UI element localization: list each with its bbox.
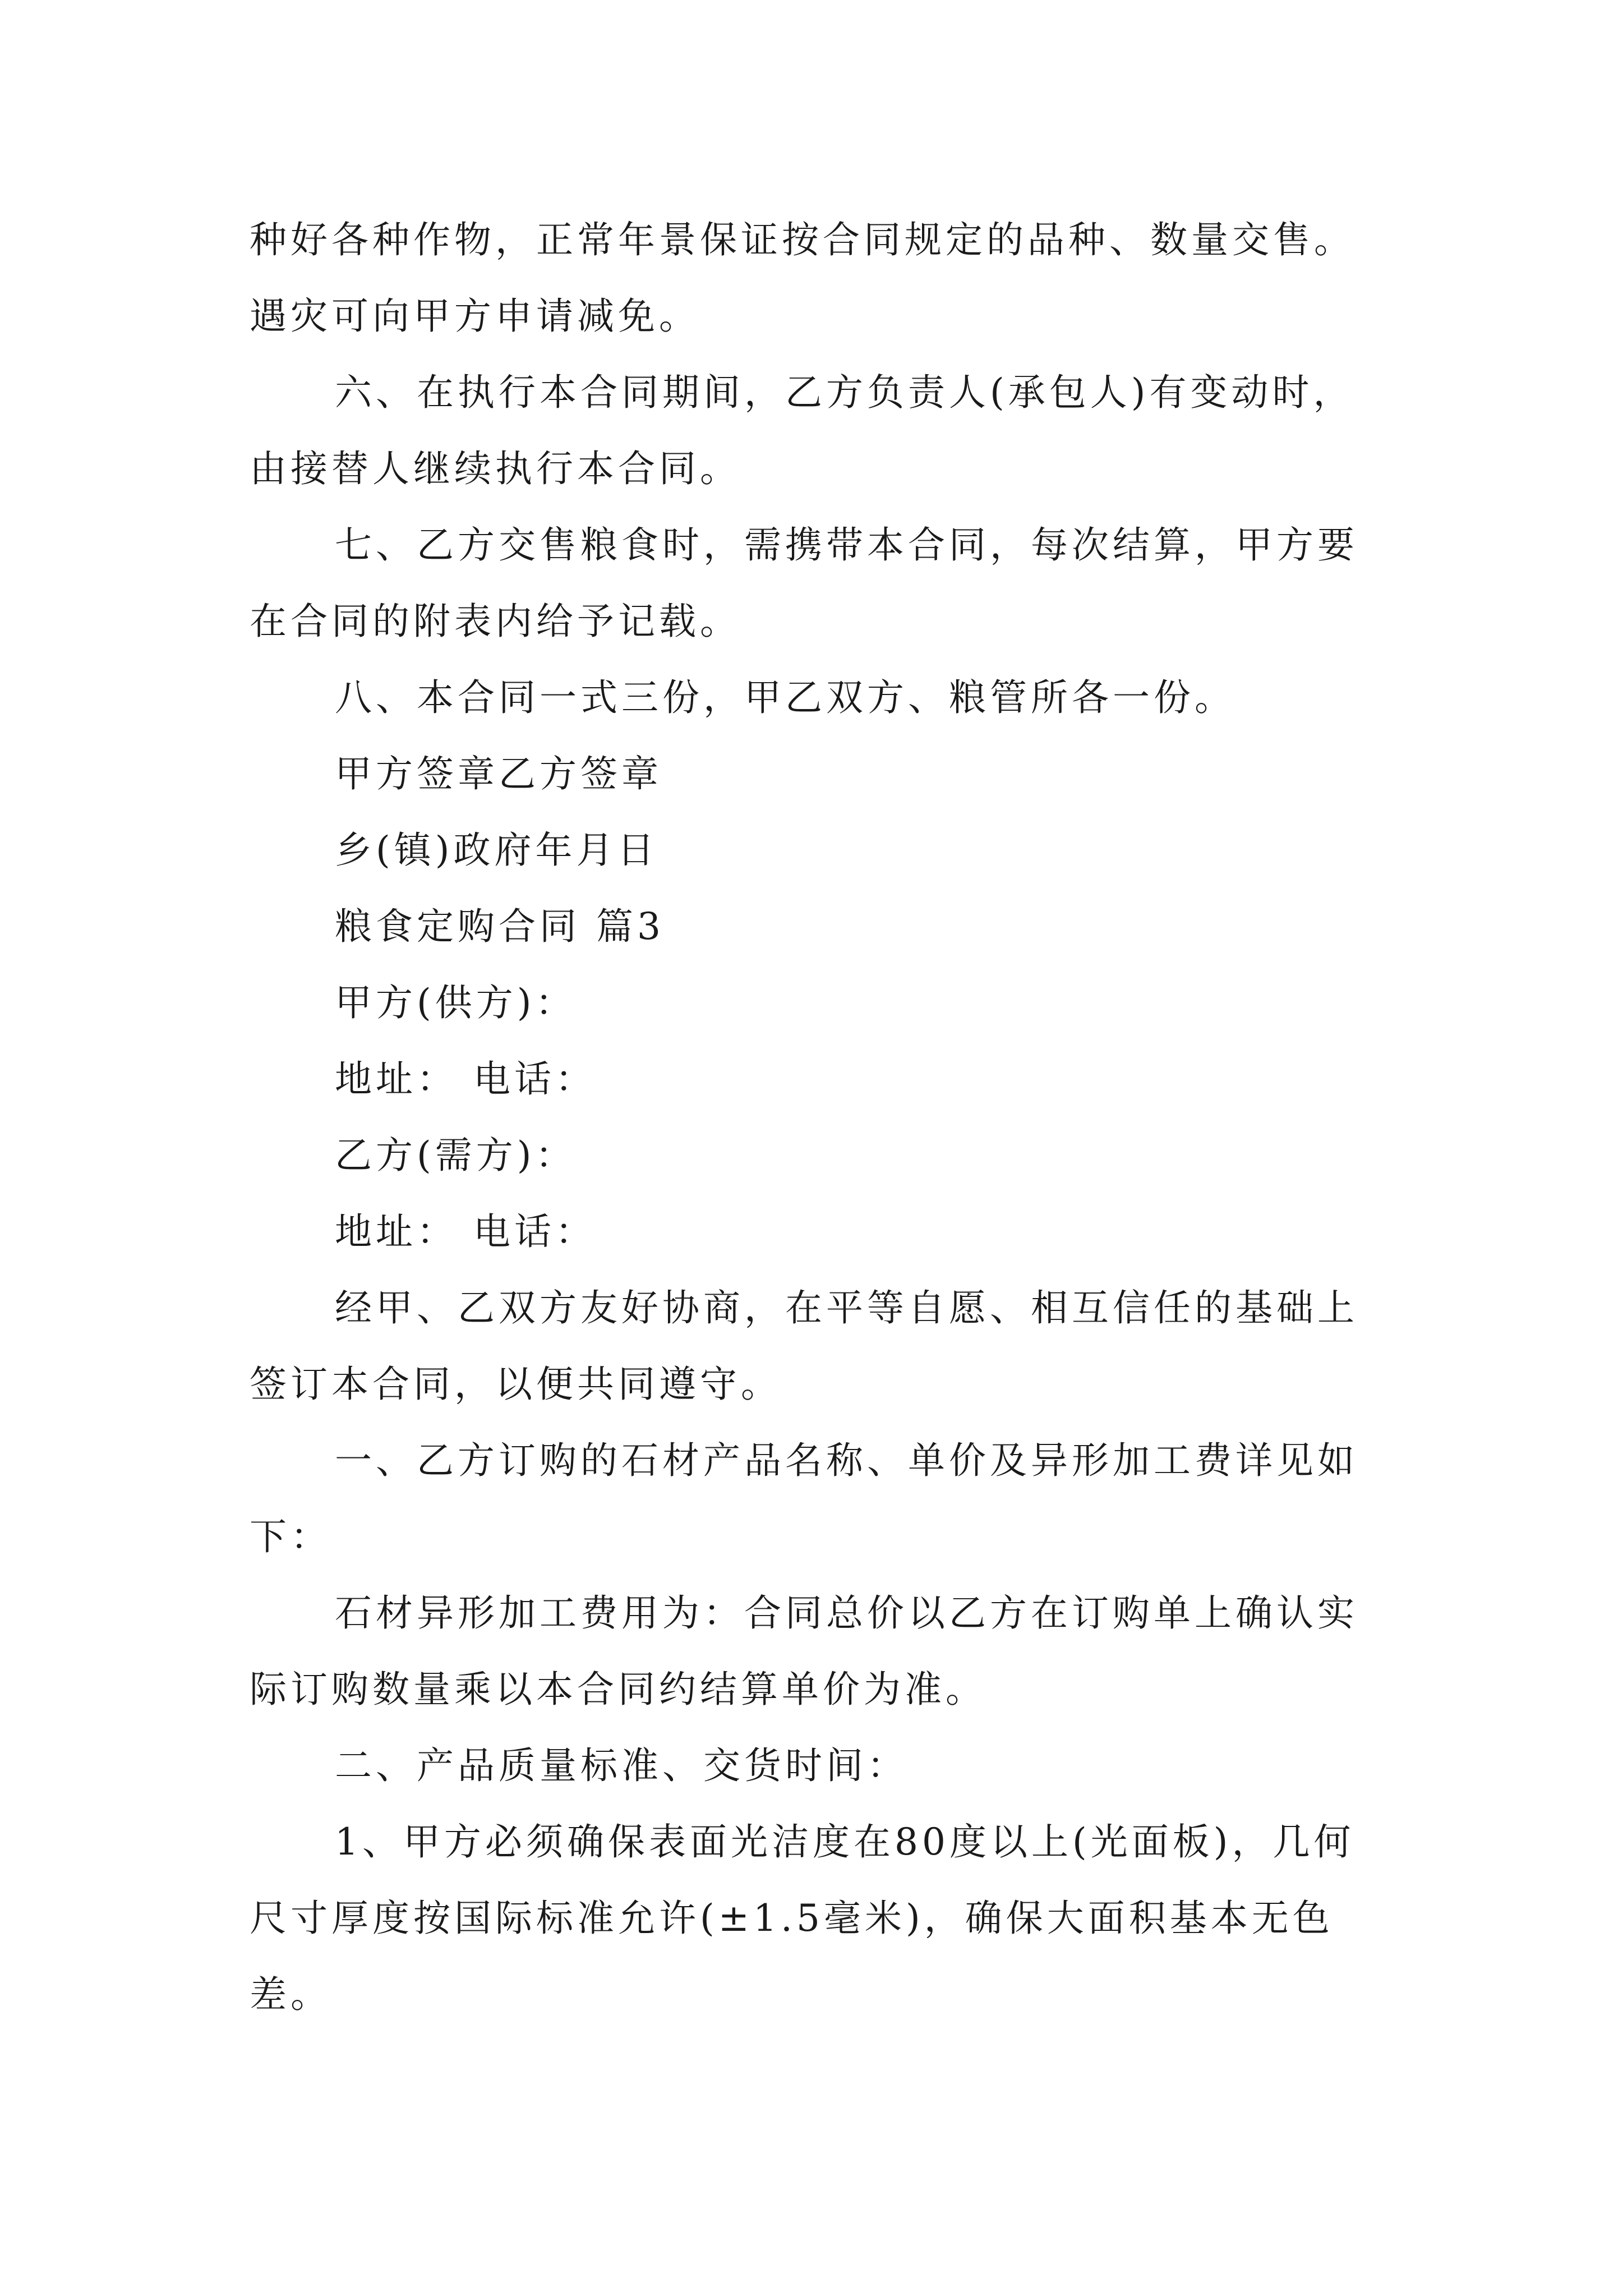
party-b-label: 乙方(需方)： — [335, 1134, 577, 1177]
date-line: 乡(镇)政府年月日 — [335, 829, 658, 872]
preamble: 经甲、乙双方友好协商，在平等自愿、相互信任的基础上签订本合同，以便共同遵守。 — [250, 1286, 1358, 1406]
signature-line: 甲方签章乙方签章 — [335, 752, 662, 795]
party-a-contact: 地址： 电话： — [335, 1057, 596, 1101]
document-body — [250, 202, 1388, 2033]
clause-seven: 七、乙方交售粮食时，需携带本合同，每次结算，甲方要在合同的附表内给予记载。 — [250, 523, 1358, 643]
paragraph-continuation: 种好各种作物，正常年景保证按合同规定的品种、数量交售。遇灾可向甲方申请减免。 — [250, 218, 1355, 338]
processing-fee-text: 石材异形加工费用为：合同总价以乙方在订购单上确认实际订购数量乘以本合同约结算单价为准。 — [250, 1591, 1358, 1711]
section-title: 粮食定购合同 篇3 — [335, 905, 665, 948]
clause-one: 一、乙方订购的石材产品名称、单价及异形加工费详见如下： — [250, 1439, 1358, 1558]
party-b-contact: 地址： 电话： — [335, 1210, 596, 1253]
clause-two: 二、产品质量标准、交货时间： — [335, 1744, 908, 1787]
clause-two-item-one: 1、甲方必须确保表面光洁度在80度以上(光面板)，几何尺寸厚度按国际标准允许(±1.5毫米)，确保大面积基本无色差。 — [250, 1820, 1355, 2016]
clause-six: 六、在执行本合同期间，乙方负责人(承包人)有变动时，由接替人继续执行本合同。 — [250, 371, 1354, 490]
clause-eight: 八、本合同一式三份，甲乙双方、粮管所各一份。 — [335, 676, 1235, 719]
party-a-label: 甲方(供方)： — [335, 981, 577, 1024]
